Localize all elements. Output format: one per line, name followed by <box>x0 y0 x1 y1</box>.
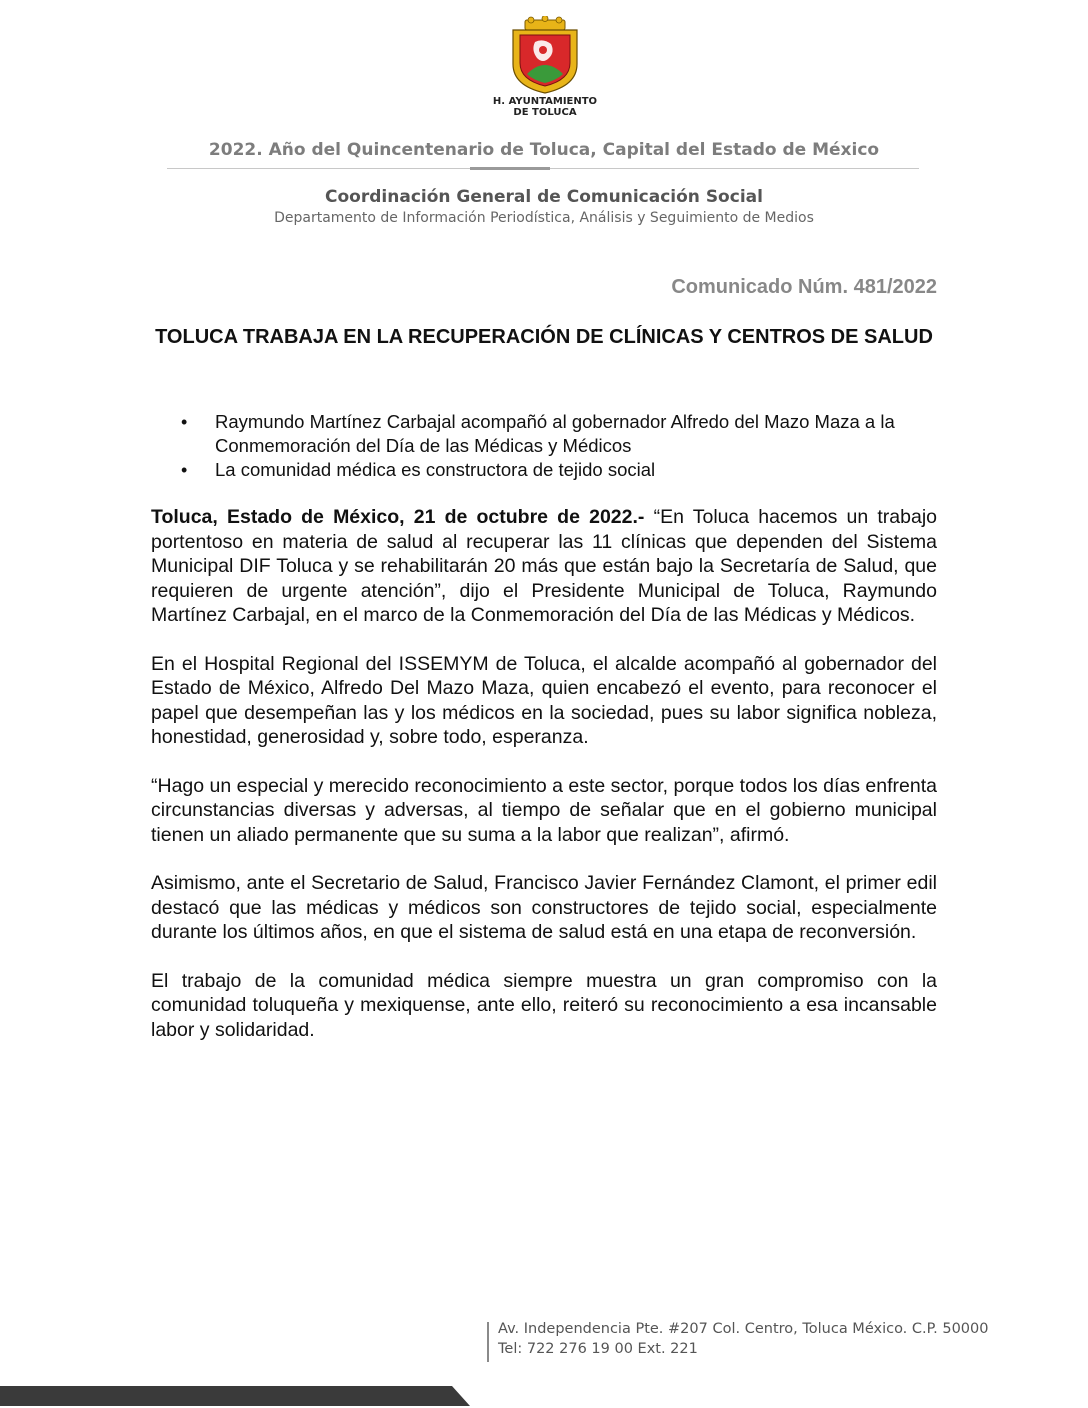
article-body <box>151 505 937 1066</box>
dateline: Toluca, Estado de México, 21 de octubre de 2022.- <box>151 506 645 528</box>
paragraph: Asimismo, ante el Secretario de Salud, Francisco Javier Fernández Clamont, el primer edil destacó que las médicas y médicos son constructores de tejido social, especialmente durante los últimos años, en que el sistema de salud está en una etapa de reconversión. <box>151 872 937 943</box>
department-title: Coordinación General de Comunicación Social <box>325 187 763 207</box>
paragraph-text: “En Toluca hacemos un trabajo portentoso en materia de salud al recuperar las 11 clínicas que dependen del Sistema Municipal DIF Toluca y se rehabilitarán 20 más que están bajo la Secretaría de Salud, que requieren de urgente atención”, dijo el Presidente Municipal de Toluca, Raymundo Martínez Carbajal, en el marco de la Conmemoración del Día de las Médicas y Médicos. <box>151 506 938 626</box>
summary-bullets <box>151 410 937 482</box>
paragraph: El trabajo de la comunidad médica siempre muestra un gran compromiso con la comunidad toluqueña y mexiquense, ante ello, reiteró su reconocimiento a esa incansable labor y solidaridad. <box>151 969 937 1041</box>
paragraph: En el Hospital Regional del ISSEMYM de Toluca, el alcalde acompañó al gobernador del Estado de México, Alfredo Del Mazo Maza, quien encabezó el evento, para reconocer el papel que desempeñan las y los médicos en la sociedad, pues su labor significa nobleza, honestidad, generosidad y, sobre todo, esperanza. <box>151 652 937 748</box>
department-subtitle: Departamento de Información Periodística, Análisis y Seguimiento de Medios <box>274 210 814 226</box>
paragraph: “Hago un especial y merecido reconocimiento a este sector, porque todos los días enfrenta circunstancias diversas y adversas, al tiempo de señalar que en el gobierno municipal tienen un aliado permanente que su suma a la labor que realizan”, afirmó. <box>151 774 937 846</box>
paragraph <box>151 505 937 628</box>
footer-address: Av. Independencia Pte. #207 Col. Centro, Toluca México. C.P. 50000 <box>498 1321 989 1337</box>
summary-bullet: • La comunidad médica es constructora de tejido social <box>151 458 937 482</box>
bulletin-number: Comunicado Núm. 481/2022 <box>671 276 937 298</box>
footer-phone: Tel: 722 276 19 00 Ext. 221 <box>498 1341 698 1357</box>
headline: TOLUCA TRABAJA EN LA RECUPERACIÓN DE CLÍNICAS Y CENTROS DE SALUD <box>155 326 933 348</box>
header-divider-accent <box>470 167 550 170</box>
logo-caption-line1: H. AYUNTAMIENTO <box>492 96 598 107</box>
logo-caption-line2: DE TOLUCA <box>513 107 577 118</box>
summary-bullet: • Raymundo Martínez Carbajal acompañó al gobernador Alfredo del Mazo Maza a la Conmemoración del Día de las Médicas y Médicos <box>151 410 937 458</box>
logo-caption <box>480 96 610 118</box>
footer-separator <box>487 1322 489 1362</box>
toluca-coat-of-arms-icon <box>507 16 583 94</box>
year-motto: 2022. Año del Quincentenario de Toluca, Capital del Estado de México <box>208 140 880 160</box>
footer-decorative-bar <box>0 1386 470 1406</box>
